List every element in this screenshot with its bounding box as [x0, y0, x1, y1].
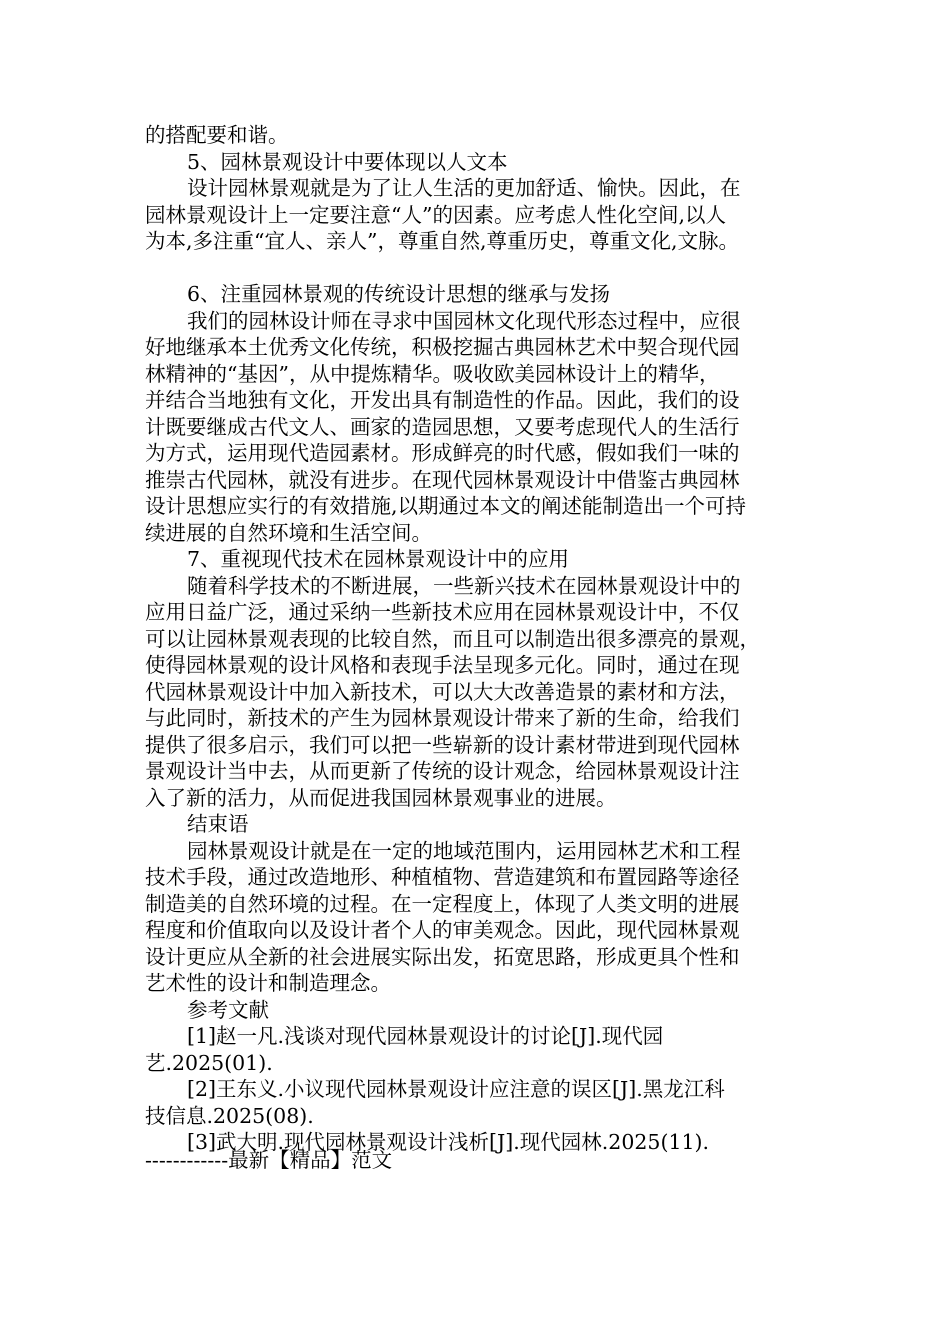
text-line: 代园林景观设计中加入新技术，可以大大改善造景的素材和方法，: [145, 679, 740, 704]
text-line: 我们的园林设计师在寻求中国园林文化现代形态过程中，应很: [187, 308, 741, 333]
text-line: 技信息.2025(08).: [145, 1103, 314, 1128]
text-line: 园林景观设计上一定要注意“人”的因素。应考虑人性化空间,以人: [145, 202, 726, 227]
text-line: 参考文献: [187, 997, 269, 1022]
text-line: 程度和价值取向以及设计者个人的审美观念。因此，现代园林景观: [145, 918, 740, 942]
text-line: 园林景观设计就是在一定的地域范围内，运用园林艺术和工程: [187, 838, 741, 863]
text-line: 应用日益广泛，通过采纳一些新技术应用在园林景观设计中，不仅: [145, 600, 740, 624]
text-line: 设计园林景观就是为了让人生活的更加舒适、愉快。因此，在: [187, 176, 741, 200]
text-line: 使得园林景观的设计风格和表现手法呈现多元化。同时，通过在现: [145, 653, 740, 677]
text-line: 为本,多注重“宜人、亲人”，尊重自然,尊重历史，尊重文化,文脉。: [145, 229, 740, 253]
footer-text: ------------最新【精品】范文: [145, 1148, 393, 1172]
text-line: 并结合当地独有文化，开发出具有制造性的作品。因此，我们的设: [145, 388, 740, 412]
text-line: [1]赵一凡.浅谈对现代园林景观设计的讨论[J].现代园: [187, 1024, 664, 1048]
text-line: 的搭配要和谐。: [145, 123, 289, 147]
text-line: 设计思想应实行的有效措施,以期通过本文的阐述能制造出一个可持: [145, 494, 747, 518]
text-line: 制造美的自然环境的过程。在一定程度上，体现了人类文明的进展: [145, 891, 740, 916]
text-line: 续进展的自然环境和生活空间。: [145, 520, 432, 545]
text-line: 可以让园林景观表现的比较自然，而且可以制造出很多漂亮的景观，: [145, 626, 760, 651]
text-line: [2]王东义.小议现代园林景观设计应注意的误区[J].黑龙江科: [187, 1077, 725, 1101]
text-line: 提供了很多启示，我们可以把一些崭新的设计素材带进到现代园林: [145, 732, 740, 757]
text-line: 结束语: [187, 812, 249, 836]
text-line: [3]武大明.现代园林景观设计浅析[J].现代园林.2025(11).: [187, 1130, 710, 1154]
text-line: 设计更应从全新的社会进展实际出发，拓宽思路，形成更具个性和: [145, 944, 740, 969]
text-line: 技术手段，通过改造地形、种植植物、营造建筑和布置园路等途径: [145, 865, 740, 889]
text-line: 推崇古代园林，就没有进步。在现代园林景观设计中借鉴古典园林: [145, 467, 740, 492]
text-line: 5、园林景观设计中要体现以人文本: [187, 149, 508, 174]
text-line: 景观设计当中去，从而更新了传统的设计观念，给园林景观设计注: [145, 759, 740, 783]
text-line: 与此同时，新技术的产生为园林景观设计带来了新的生命，给我们: [145, 706, 740, 730]
text-line: 6、注重园林景观的传统设计思想的继承与发扬: [187, 282, 611, 306]
text-line: 好地继承本土优秀文化传统，积极挖掘古典园林艺术中契合现代园: [145, 335, 740, 359]
text-line: 林精神的“基因”，从中提炼精华。吸收欧美园林设计上的精华，: [145, 361, 720, 386]
text-line: 艺.2025(01).: [145, 1050, 273, 1075]
text-line: 计既要继成古代文人、画家的造园思想，又要考虑现代人的生活行: [145, 414, 740, 439]
text-line: 随着科学技术的不断进展，一些新兴技术在园林景观设计中的: [187, 573, 741, 598]
text-line: 7、重视现代技术在园林景观设计中的应用: [187, 547, 570, 571]
document-body: [145, 122, 825, 1156]
text-line: 为方式，运用现代造园素材。形成鲜亮的时代感，假如我们一味的: [145, 441, 740, 465]
text-line: 艺术性的设计和制造理念。: [145, 971, 391, 995]
blank-line: [145, 255, 825, 282]
text-line: 入了新的活力，从而促进我国园林景观事业的进展。: [145, 785, 617, 810]
